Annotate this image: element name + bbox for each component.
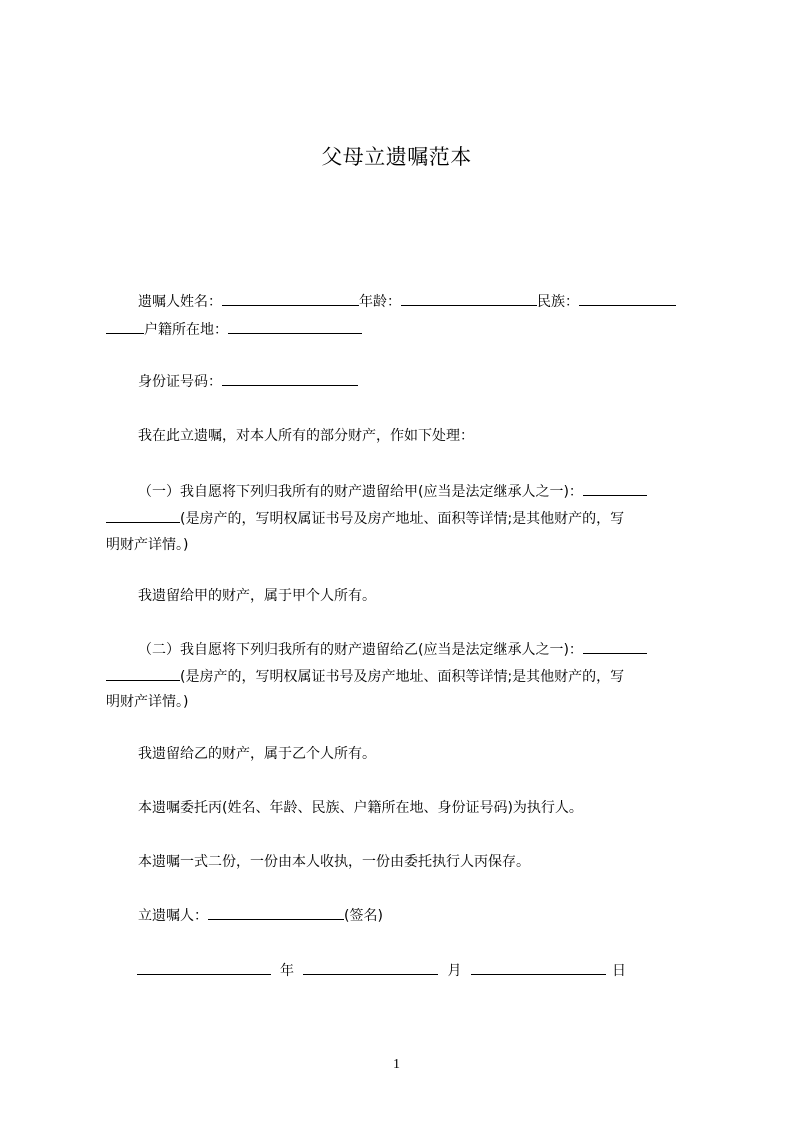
age-blank bbox=[401, 291, 537, 306]
day-blank bbox=[471, 960, 606, 975]
clause2-note: (是房产的，写明权属证书号及房产地址、面积等详情;是其他财产的，写 bbox=[180, 669, 625, 685]
clause2-note-line bbox=[106, 666, 624, 687]
clause2-lead: （二）我自愿将下列归我所有的财产遗留给乙(应当是法定继承人之一)： bbox=[138, 642, 583, 658]
clause2-note-end: 明财产详情。) bbox=[106, 694, 189, 710]
date-line bbox=[137, 960, 632, 981]
year-blank bbox=[137, 960, 271, 975]
intro-paragraph: 我在此立遗嘱，对本人所有的部分财产，作如下处理： bbox=[138, 428, 474, 444]
ethnicity-label: 民族： bbox=[537, 294, 579, 310]
name-blank bbox=[222, 291, 359, 306]
clause2-lead-line bbox=[138, 639, 647, 660]
clause1-blank-continued bbox=[106, 508, 180, 523]
clause1-blank bbox=[583, 481, 647, 496]
clause2-result: 我遗留给乙的财产，属于乙个人所有。 bbox=[138, 746, 376, 762]
document-title: 父母立遗嘱范本 bbox=[321, 145, 472, 169]
copies-paragraph: 本遗嘱一式二份，一份由本人收执，一份由委托执行人丙保存。 bbox=[138, 854, 530, 870]
age-label: 年龄： bbox=[359, 294, 401, 310]
page-number: 1 bbox=[393, 1057, 400, 1072]
id-blank bbox=[222, 371, 358, 386]
clause2-blank-continued bbox=[106, 666, 180, 681]
testator-info-line bbox=[138, 291, 676, 312]
clause2-blank bbox=[583, 639, 647, 654]
household-line bbox=[106, 319, 362, 340]
clause1-result: 我遗留给甲的财产，属于甲个人所有。 bbox=[138, 588, 376, 604]
signature-blank bbox=[208, 905, 344, 920]
signature-label: 立遗嘱人： bbox=[138, 908, 208, 924]
name-label: 遗嘱人姓名： bbox=[138, 294, 222, 310]
month-label: 月 bbox=[447, 963, 462, 979]
clause1-note-end: 明财产详情。) bbox=[106, 537, 189, 553]
clause1-note: (是房产的，写明权属证书号及房产地址、面积等详情;是其他财产的，写 bbox=[180, 511, 625, 527]
id-label: 身份证号码： bbox=[138, 374, 222, 390]
executor-paragraph: 本遗嘱委托丙(姓名、年龄、民族、户籍所在地、身份证号码)为执行人。 bbox=[138, 800, 583, 816]
ethnicity-blank-continued bbox=[106, 319, 144, 334]
signature-line bbox=[138, 905, 383, 926]
household-blank bbox=[228, 319, 362, 334]
month-blank bbox=[303, 960, 438, 975]
clause1-lead: （一）我自愿将下列归我所有的财产遗留给甲(应当是法定继承人之一)： bbox=[138, 484, 583, 500]
clause1-note-line bbox=[106, 508, 624, 529]
day-label: 日 bbox=[612, 963, 626, 979]
household-label: 户籍所在地： bbox=[144, 322, 228, 338]
year-label: 年 bbox=[280, 963, 294, 979]
id-line bbox=[138, 371, 358, 392]
signature-suffix: (签名) bbox=[344, 908, 383, 924]
ethnicity-blank bbox=[579, 291, 676, 306]
clause1-lead-line bbox=[138, 481, 647, 502]
